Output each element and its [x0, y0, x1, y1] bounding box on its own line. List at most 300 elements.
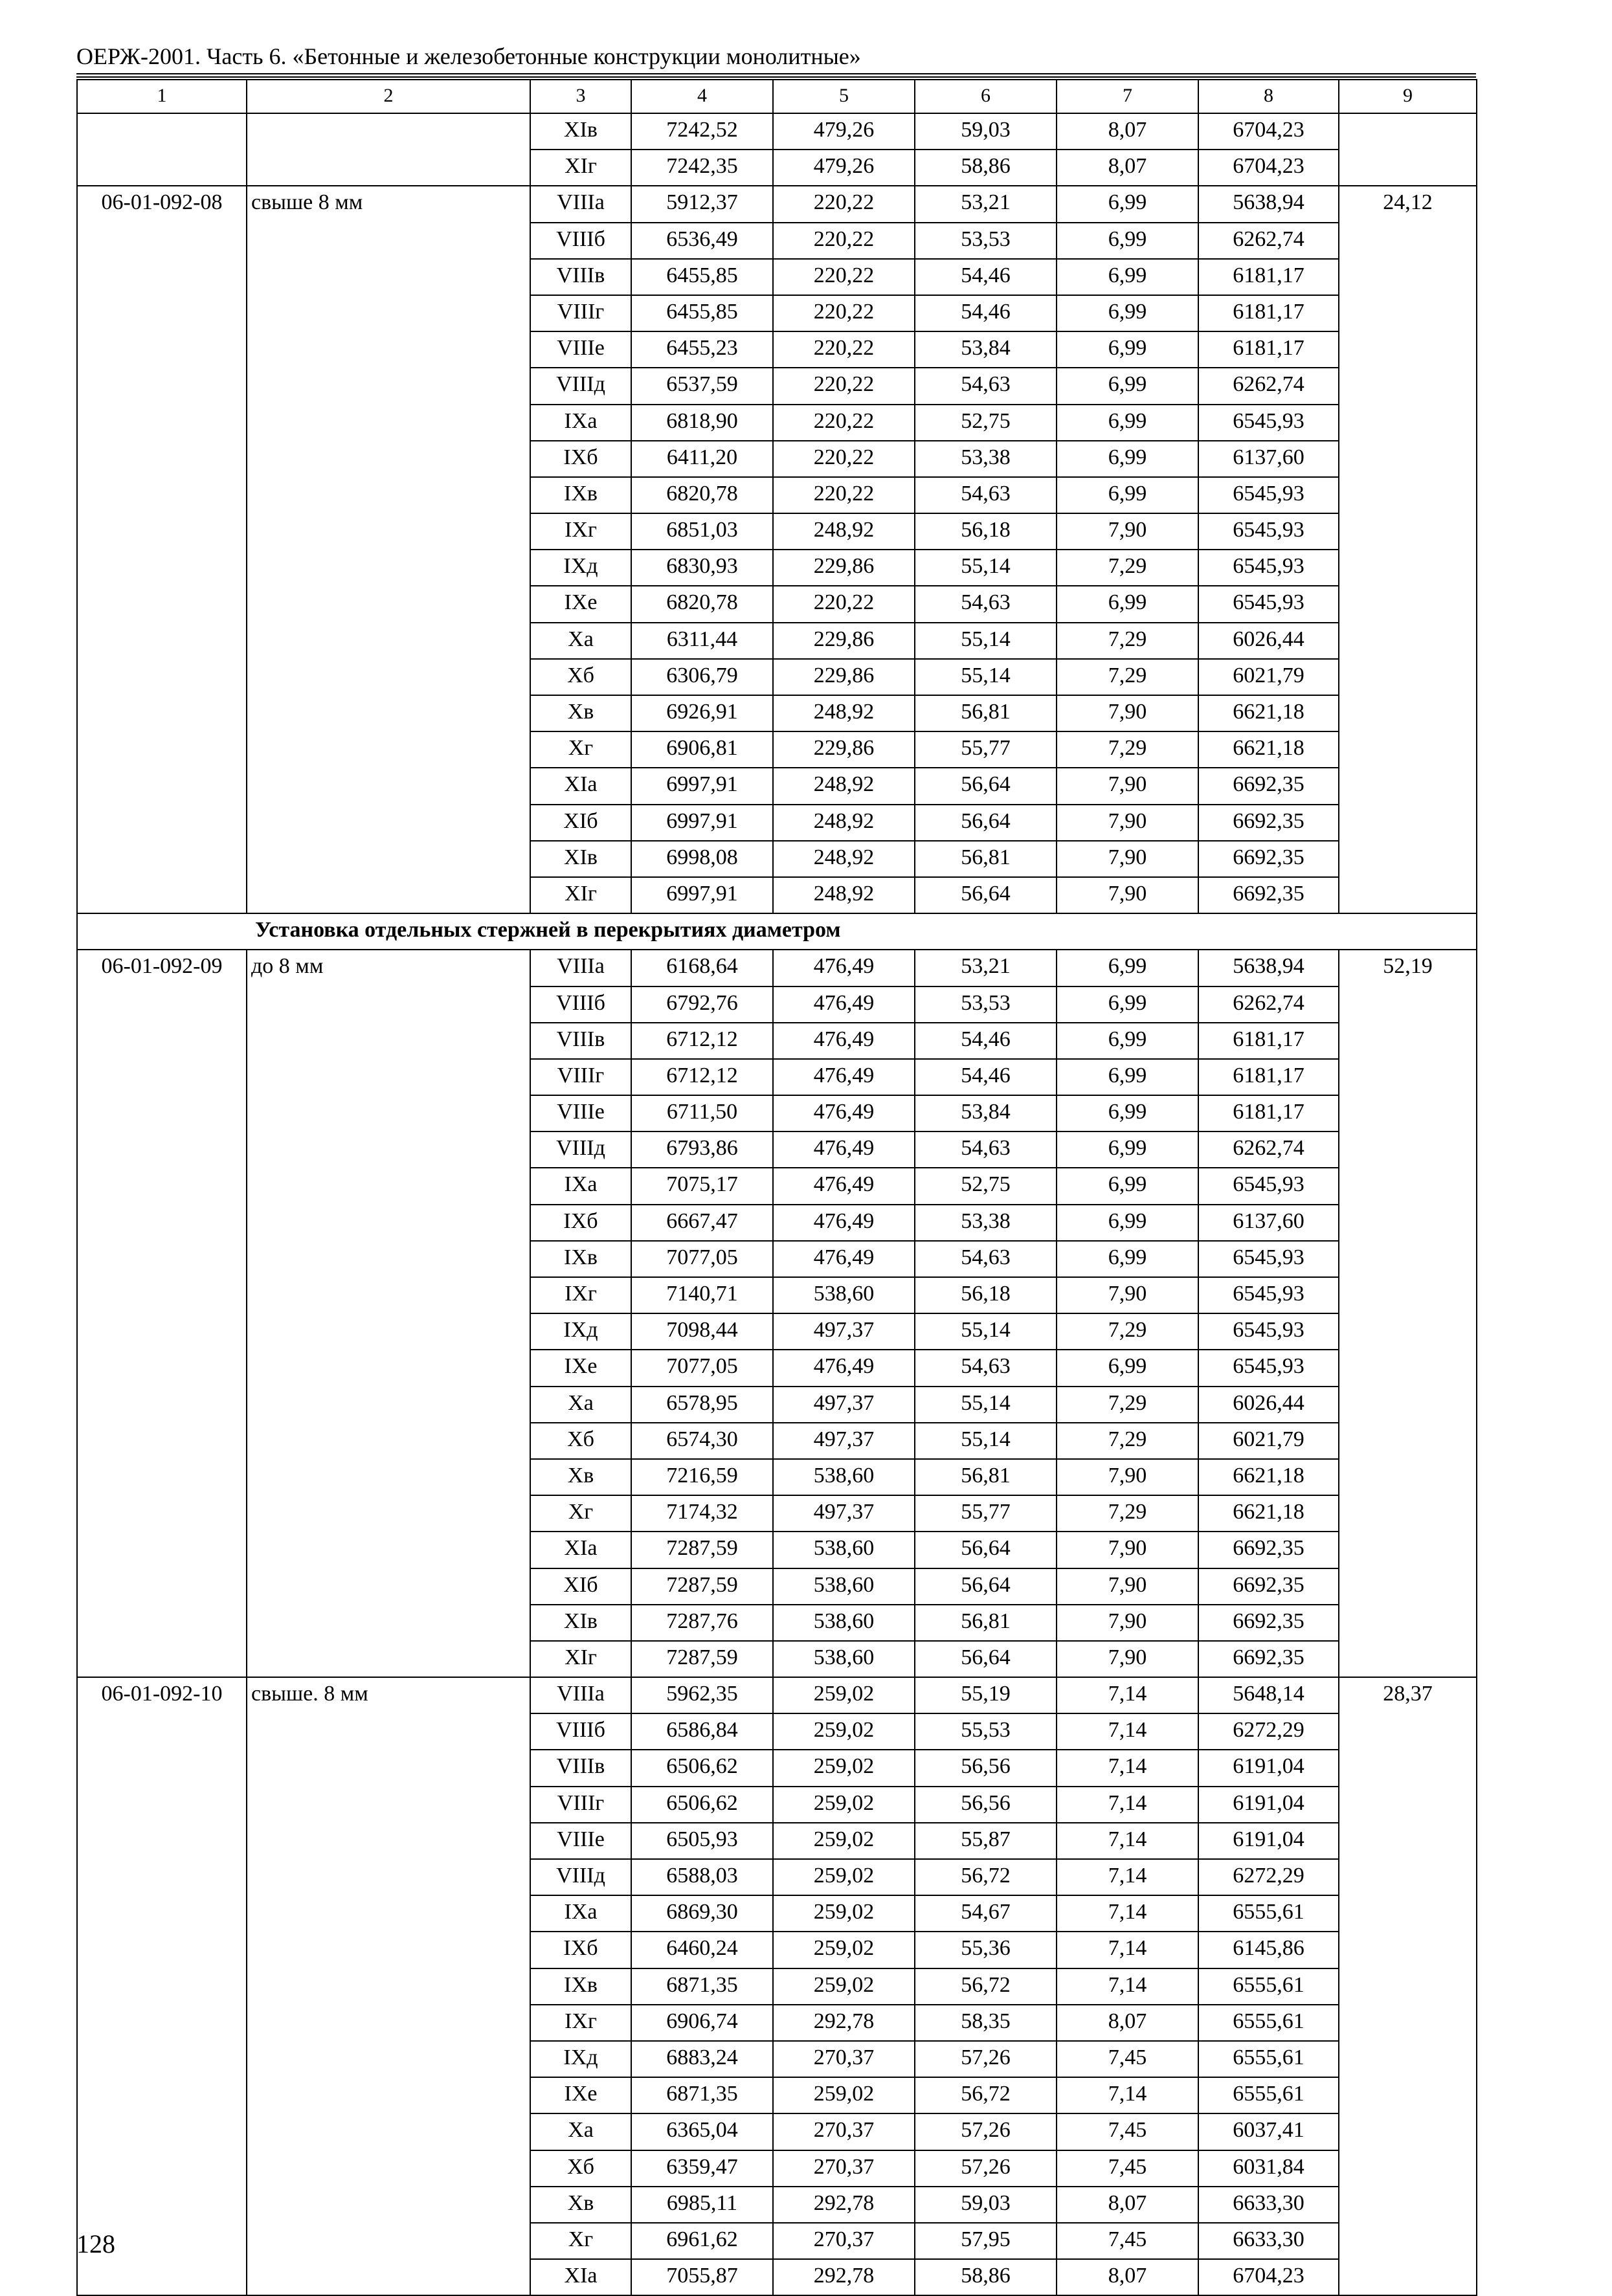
- resource-zone-cell: VIIIв: [530, 1023, 631, 1059]
- labor-hours-cell: [1339, 368, 1477, 404]
- labor-hours-cell: [1339, 986, 1477, 1023]
- machine-cost-cell: 52,75: [915, 1168, 1057, 1204]
- table-row: [77, 841, 1477, 877]
- labor-wage-cell: 497,37: [773, 1495, 915, 1532]
- total-cost-cell: 6792,76: [631, 986, 773, 1023]
- labor-wage-cell: 476,49: [773, 950, 915, 986]
- description-cell: [247, 1568, 530, 1605]
- table-row: [77, 150, 1477, 186]
- machine-cost-cell: 54,46: [915, 1059, 1057, 1095]
- resource-zone-cell: Xб: [530, 2150, 631, 2187]
- total-cost-cell: 6306,79: [631, 659, 773, 695]
- column-number: 4: [631, 80, 773, 113]
- materials-cost-cell: 6621,18: [1198, 1495, 1339, 1532]
- machine-cost-cell: 54,46: [915, 1023, 1057, 1059]
- table-row: [77, 2187, 1477, 2223]
- operator-wage-cell: 7,14: [1057, 1677, 1198, 1713]
- description-cell: [247, 513, 530, 550]
- total-cost-cell: 6365,04: [631, 2113, 773, 2150]
- column-number: 9: [1339, 80, 1477, 113]
- labor-hours-cell: [1339, 1313, 1477, 1350]
- labor-wage-cell: 270,37: [773, 2223, 915, 2259]
- table-row: [77, 1023, 1477, 1059]
- resource-zone-cell: Xг: [530, 2223, 631, 2259]
- operator-wage-cell: 7,90: [1057, 1532, 1198, 1568]
- resource-zone-cell: IXб: [530, 1932, 631, 1968]
- labor-wage-cell: 259,02: [773, 1713, 915, 1750]
- machine-cost-cell: 53,84: [915, 331, 1057, 368]
- rate-code-cell: [77, 1532, 247, 1568]
- total-cost-cell: 6168,64: [631, 950, 773, 986]
- resource-zone-cell: IXа: [530, 405, 631, 441]
- labor-hours-cell: 28,37: [1339, 1677, 1477, 1713]
- materials-cost-cell: 6621,18: [1198, 695, 1339, 731]
- table-row: [77, 1787, 1477, 1823]
- total-cost-cell: 7216,59: [631, 1459, 773, 1495]
- machine-cost-cell: 56,56: [915, 1787, 1057, 1823]
- machine-cost-cell: 54,63: [915, 1131, 1057, 1168]
- table-row: [77, 1459, 1477, 1495]
- labor-wage-cell: 220,22: [773, 295, 915, 331]
- labor-wage-cell: 220,22: [773, 586, 915, 622]
- materials-cost-cell: 6262,74: [1198, 986, 1339, 1023]
- table-row: [77, 2005, 1477, 2041]
- resource-zone-cell: IXг: [530, 2005, 631, 2041]
- labor-wage-cell: 259,02: [773, 1968, 915, 2005]
- resource-zone-cell: XIв: [530, 113, 631, 150]
- description-cell: [247, 223, 530, 259]
- materials-cost-cell: 6137,60: [1198, 1205, 1339, 1241]
- labor-wage-cell: 259,02: [773, 1859, 915, 1895]
- materials-cost-cell: 6021,79: [1198, 659, 1339, 695]
- rate-code-cell: [77, 1568, 247, 1605]
- materials-cost-cell: 6692,35: [1198, 841, 1339, 877]
- operator-wage-cell: 7,90: [1057, 513, 1198, 550]
- description-cell: [247, 150, 530, 186]
- total-cost-cell: 5962,35: [631, 1677, 773, 1713]
- operator-wage-cell: 6,99: [1057, 1168, 1198, 1204]
- resource-zone-cell: XIг: [530, 877, 631, 913]
- operator-wage-cell: 7,45: [1057, 2041, 1198, 2077]
- operator-wage-cell: 6,99: [1057, 1350, 1198, 1386]
- column-number-row: [77, 80, 1477, 113]
- resource-zone-cell: VIIIб: [530, 223, 631, 259]
- total-cost-cell: 5912,37: [631, 186, 773, 222]
- operator-wage-cell: 7,14: [1057, 1932, 1198, 1968]
- labor-hours-cell: [1339, 1568, 1477, 1605]
- labor-hours-cell: [1339, 1095, 1477, 1131]
- machine-cost-cell: 55,14: [915, 550, 1057, 586]
- column-number: 1: [77, 80, 247, 113]
- labor-wage-cell: 248,92: [773, 841, 915, 877]
- table-row: [77, 1859, 1477, 1895]
- machine-cost-cell: 57,26: [915, 2113, 1057, 2150]
- materials-cost-cell: 6545,93: [1198, 513, 1339, 550]
- description-cell: [247, 805, 530, 841]
- machine-cost-cell: 53,53: [915, 986, 1057, 1023]
- table-row: [77, 1532, 1477, 1568]
- total-cost-cell: 6906,74: [631, 2005, 773, 2041]
- labor-wage-cell: 220,22: [773, 223, 915, 259]
- operator-wage-cell: 6,99: [1057, 295, 1198, 331]
- materials-cost-cell: 6555,61: [1198, 1968, 1339, 2005]
- labor-hours-cell: [1339, 768, 1477, 804]
- machine-cost-cell: 56,64: [915, 1641, 1057, 1677]
- table-row: [77, 1895, 1477, 1932]
- description-cell: [247, 1095, 530, 1131]
- machine-cost-cell: 57,26: [915, 2041, 1057, 2077]
- operator-wage-cell: 6,99: [1057, 186, 1198, 222]
- materials-cost-cell: 6692,35: [1198, 1532, 1339, 1568]
- materials-cost-cell: 6633,30: [1198, 2223, 1339, 2259]
- labor-wage-cell: 229,86: [773, 731, 915, 768]
- operator-wage-cell: 7,29: [1057, 1387, 1198, 1423]
- labor-hours-cell: [1339, 1350, 1477, 1386]
- table-row: [77, 586, 1477, 622]
- labor-wage-cell: 292,78: [773, 2187, 915, 2223]
- machine-cost-cell: 56,81: [915, 1459, 1057, 1495]
- rate-code-cell: [77, 441, 247, 477]
- total-cost-cell: 7140,71: [631, 1277, 773, 1313]
- table-row: [77, 1423, 1477, 1459]
- total-cost-cell: 6712,12: [631, 1059, 773, 1095]
- resource-zone-cell: VIIIе: [530, 331, 631, 368]
- rate-code-cell: [77, 623, 247, 659]
- operator-wage-cell: 6,99: [1057, 1023, 1198, 1059]
- description-cell: [247, 477, 530, 513]
- table-row: [77, 1677, 1477, 1713]
- operator-wage-cell: 7,90: [1057, 1605, 1198, 1641]
- total-cost-cell: 6818,90: [631, 405, 773, 441]
- rate-code-cell: [77, 1168, 247, 1204]
- labor-wage-cell: 259,02: [773, 1787, 915, 1823]
- operator-wage-cell: 6,99: [1057, 1095, 1198, 1131]
- operator-wage-cell: 7,29: [1057, 623, 1198, 659]
- total-cost-cell: 7055,87: [631, 2259, 773, 2295]
- rate-code-cell: [77, 1895, 247, 1932]
- labor-wage-cell: 259,02: [773, 1895, 915, 1932]
- table-row: [77, 2259, 1477, 2295]
- machine-cost-cell: 54,63: [915, 586, 1057, 622]
- table-row: [77, 877, 1477, 913]
- table-row: [77, 1131, 1477, 1168]
- total-cost-cell: 6997,91: [631, 805, 773, 841]
- materials-cost-cell: 6545,93: [1198, 1241, 1339, 1277]
- total-cost-cell: 7242,35: [631, 150, 773, 186]
- resource-zone-cell: XIб: [530, 1568, 631, 1605]
- labor-wage-cell: 259,02: [773, 1823, 915, 1859]
- description-cell: [247, 1459, 530, 1495]
- labor-hours-cell: [1339, 2223, 1477, 2259]
- machine-cost-cell: 56,72: [915, 2077, 1057, 2113]
- materials-cost-cell: 6545,93: [1198, 586, 1339, 622]
- resource-zone-cell: Xа: [530, 1387, 631, 1423]
- labor-hours-cell: [1339, 2150, 1477, 2187]
- table-row: [77, 477, 1477, 513]
- labor-wage-cell: 538,60: [773, 1277, 915, 1313]
- table-row: [77, 1641, 1477, 1677]
- materials-cost-cell: 6545,93: [1198, 477, 1339, 513]
- materials-cost-cell: 6621,18: [1198, 731, 1339, 768]
- table-row: [77, 113, 1477, 150]
- machine-cost-cell: 54,63: [915, 368, 1057, 404]
- labor-wage-cell: 476,49: [773, 1059, 915, 1095]
- resource-zone-cell: XIа: [530, 768, 631, 804]
- operator-wage-cell: 7,29: [1057, 1313, 1198, 1350]
- resource-zone-cell: XIб: [530, 805, 631, 841]
- description-cell: [247, 841, 530, 877]
- labor-hours-cell: [1339, 513, 1477, 550]
- materials-cost-cell: 6191,04: [1198, 1787, 1339, 1823]
- labor-wage-cell: 476,49: [773, 1168, 915, 1204]
- labor-wage-cell: 292,78: [773, 2005, 915, 2041]
- resource-zone-cell: IXе: [530, 1350, 631, 1386]
- resource-zone-cell: VIIIг: [530, 1059, 631, 1095]
- operator-wage-cell: 6,99: [1057, 259, 1198, 295]
- description-cell: [247, 2113, 530, 2150]
- materials-cost-cell: 6191,04: [1198, 1823, 1339, 1859]
- description-cell: [247, 1131, 530, 1168]
- rate-code-cell: [77, 1859, 247, 1895]
- resource-zone-cell: Xв: [530, 1459, 631, 1495]
- labor-hours-cell: [1339, 731, 1477, 768]
- table-row: [77, 1168, 1477, 1204]
- labor-hours-cell: [1339, 2041, 1477, 2077]
- total-cost-cell: 6985,11: [631, 2187, 773, 2223]
- labor-hours-cell: [1339, 1023, 1477, 1059]
- resource-zone-cell: XIа: [530, 1532, 631, 1568]
- resource-zone-cell: VIIIе: [530, 1823, 631, 1859]
- labor-hours-cell: [1339, 331, 1477, 368]
- materials-cost-cell: 6704,23: [1198, 150, 1339, 186]
- machine-cost-cell: 56,81: [915, 841, 1057, 877]
- materials-cost-cell: 6272,29: [1198, 1859, 1339, 1895]
- section-heading: Установка отдельных стержней в перекрытиях диаметром: [77, 913, 1477, 950]
- description-cell: [247, 1059, 530, 1095]
- description-cell: [247, 1823, 530, 1859]
- rate-code-cell: [77, 223, 247, 259]
- operator-wage-cell: 6,99: [1057, 986, 1198, 1023]
- total-cost-cell: 6505,93: [631, 1823, 773, 1859]
- materials-cost-cell: 6181,17: [1198, 1095, 1339, 1131]
- labor-wage-cell: 259,02: [773, 1677, 915, 1713]
- labor-hours-cell: [1339, 2187, 1477, 2223]
- materials-cost-cell: 6692,35: [1198, 1568, 1339, 1605]
- rate-code-cell: [77, 259, 247, 295]
- description-cell: [247, 1895, 530, 1932]
- materials-cost-cell: 6021,79: [1198, 1423, 1339, 1459]
- labor-hours-cell: [1339, 259, 1477, 295]
- labor-hours-cell: [1339, 1968, 1477, 2005]
- machine-cost-cell: 53,21: [915, 186, 1057, 222]
- table-row: [77, 731, 1477, 768]
- description-cell: [247, 1350, 530, 1386]
- resource-zone-cell: Xа: [530, 2113, 631, 2150]
- total-cost-cell: 6506,62: [631, 1750, 773, 1786]
- rate-code-cell: [77, 1641, 247, 1677]
- labor-wage-cell: 476,49: [773, 1205, 915, 1241]
- materials-cost-cell: 6026,44: [1198, 623, 1339, 659]
- description-cell: свыше 8 мм: [247, 186, 530, 222]
- machine-cost-cell: 58,86: [915, 2259, 1057, 2295]
- labor-wage-cell: 248,92: [773, 805, 915, 841]
- total-cost-cell: 6667,47: [631, 1205, 773, 1241]
- table-row: [77, 550, 1477, 586]
- operator-wage-cell: 7,14: [1057, 1750, 1198, 1786]
- machine-cost-cell: 53,53: [915, 223, 1057, 259]
- rate-code-cell: [77, 1423, 247, 1459]
- description-cell: [247, 2005, 530, 2041]
- materials-cost-cell: 6545,93: [1198, 1313, 1339, 1350]
- table-row: [77, 1495, 1477, 1532]
- labor-hours-cell: [1339, 1750, 1477, 1786]
- machine-cost-cell: 54,67: [915, 1895, 1057, 1932]
- machine-cost-cell: 55,14: [915, 623, 1057, 659]
- labor-wage-cell: 259,02: [773, 1932, 915, 1968]
- operator-wage-cell: 7,45: [1057, 2223, 1198, 2259]
- materials-cost-cell: 6181,17: [1198, 331, 1339, 368]
- labor-wage-cell: 270,37: [773, 2113, 915, 2150]
- labor-wage-cell: 270,37: [773, 2150, 915, 2187]
- resource-zone-cell: VIIIд: [530, 1131, 631, 1168]
- materials-cost-cell: 6262,74: [1198, 368, 1339, 404]
- resource-zone-cell: VIIIб: [530, 986, 631, 1023]
- machine-cost-cell: 53,84: [915, 1095, 1057, 1131]
- machine-cost-cell: 55,36: [915, 1932, 1057, 1968]
- labor-hours-cell: [1339, 1168, 1477, 1204]
- description-cell: [247, 731, 530, 768]
- table-row: [77, 2150, 1477, 2187]
- machine-cost-cell: 56,64: [915, 805, 1057, 841]
- machine-cost-cell: 55,14: [915, 1423, 1057, 1459]
- labor-hours-cell: [1339, 113, 1477, 150]
- table-row: [77, 2077, 1477, 2113]
- rate-code-cell: [77, 1495, 247, 1532]
- rate-code-cell: [77, 150, 247, 186]
- description-cell: [247, 1713, 530, 1750]
- materials-cost-cell: 5638,94: [1198, 186, 1339, 222]
- materials-cost-cell: 6545,93: [1198, 1350, 1339, 1386]
- labor-hours-cell: [1339, 1532, 1477, 1568]
- labor-wage-cell: 229,86: [773, 623, 915, 659]
- page-header-title: ОЕРЖ-2001. Часть 6. «Бетонные и железобетонные конструкции монолитные»: [76, 43, 861, 69]
- total-cost-cell: 6411,20: [631, 441, 773, 477]
- labor-hours-cell: [1339, 1059, 1477, 1095]
- description-cell: [247, 1277, 530, 1313]
- labor-hours-cell: [1339, 1787, 1477, 1823]
- materials-cost-cell: 6692,35: [1198, 768, 1339, 804]
- total-cost-cell: 6506,62: [631, 1787, 773, 1823]
- resource-zone-cell: IXб: [530, 441, 631, 477]
- rate-code-cell: [77, 1023, 247, 1059]
- total-cost-cell: 6871,35: [631, 1968, 773, 2005]
- labor-wage-cell: 229,86: [773, 550, 915, 586]
- total-cost-cell: 6311,44: [631, 623, 773, 659]
- table-row: [77, 1568, 1477, 1605]
- rate-code-cell: [77, 1350, 247, 1386]
- operator-wage-cell: 7,14: [1057, 1787, 1198, 1823]
- materials-cost-cell: 6137,60: [1198, 441, 1339, 477]
- description-cell: [247, 295, 530, 331]
- labor-wage-cell: 220,22: [773, 368, 915, 404]
- resource-zone-cell: VIIIв: [530, 1750, 631, 1786]
- total-cost-cell: 7077,05: [631, 1350, 773, 1386]
- labor-hours-cell: [1339, 695, 1477, 731]
- labor-hours-cell: [1339, 2005, 1477, 2041]
- table-row: [77, 186, 1477, 222]
- total-cost-cell: 6961,62: [631, 2223, 773, 2259]
- resource-zone-cell: VIIIа: [530, 1677, 631, 1713]
- table-row: [77, 1713, 1477, 1750]
- table-row: [77, 1205, 1477, 1241]
- labor-hours-cell: [1339, 2259, 1477, 2295]
- operator-wage-cell: 7,14: [1057, 2077, 1198, 2113]
- materials-cost-cell: 6545,93: [1198, 405, 1339, 441]
- labor-wage-cell: 220,22: [773, 186, 915, 222]
- rate-code-cell: [77, 1968, 247, 2005]
- rate-code-cell: [77, 986, 247, 1023]
- total-cost-cell: 6793,86: [631, 1131, 773, 1168]
- total-cost-cell: 7287,59: [631, 1641, 773, 1677]
- materials-cost-cell: 6692,35: [1198, 1641, 1339, 1677]
- operator-wage-cell: 8,07: [1057, 2187, 1198, 2223]
- total-cost-cell: 6455,85: [631, 259, 773, 295]
- labor-wage-cell: 292,78: [773, 2259, 915, 2295]
- rates-table-body: [77, 80, 1477, 2295]
- labor-hours-cell: 24,12: [1339, 186, 1477, 222]
- operator-wage-cell: 7,14: [1057, 1823, 1198, 1859]
- operator-wage-cell: 7,45: [1057, 2113, 1198, 2150]
- labor-hours-cell: [1339, 1423, 1477, 1459]
- resource-zone-cell: IXв: [530, 1241, 631, 1277]
- rate-code-cell: [77, 1605, 247, 1641]
- description-cell: свыше. 8 мм: [247, 1677, 530, 1713]
- resource-zone-cell: XIг: [530, 1641, 631, 1677]
- machine-cost-cell: 56,72: [915, 1859, 1057, 1895]
- resource-zone-cell: IXд: [530, 550, 631, 586]
- table-row: [77, 2041, 1477, 2077]
- labor-hours-cell: [1339, 1641, 1477, 1677]
- table-row: [77, 368, 1477, 404]
- rate-code-cell: [77, 2113, 247, 2150]
- machine-cost-cell: 54,63: [915, 477, 1057, 513]
- total-cost-cell: 6537,59: [631, 368, 773, 404]
- labor-wage-cell: 259,02: [773, 2077, 915, 2113]
- machine-cost-cell: 55,14: [915, 1387, 1057, 1423]
- total-cost-cell: 6711,50: [631, 1095, 773, 1131]
- labor-hours-cell: [1339, 1131, 1477, 1168]
- header-rule-bottom: [76, 76, 1476, 78]
- description-cell: [247, 1423, 530, 1459]
- resource-zone-cell: Xг: [530, 1495, 631, 1532]
- resource-zone-cell: Xв: [530, 2187, 631, 2223]
- labor-wage-cell: 270,37: [773, 2041, 915, 2077]
- machine-cost-cell: 55,14: [915, 659, 1057, 695]
- machine-cost-cell: 56,18: [915, 513, 1057, 550]
- operator-wage-cell: 6,99: [1057, 223, 1198, 259]
- materials-cost-cell: 6026,44: [1198, 1387, 1339, 1423]
- total-cost-cell: 7287,76: [631, 1605, 773, 1641]
- rate-code-cell: [77, 2077, 247, 2113]
- total-cost-cell: 7242,52: [631, 113, 773, 150]
- machine-cost-cell: 54,63: [915, 1350, 1057, 1386]
- labor-hours-cell: [1339, 1713, 1477, 1750]
- total-cost-cell: 7098,44: [631, 1313, 773, 1350]
- resource-zone-cell: IXа: [530, 1168, 631, 1204]
- machine-cost-cell: 54,46: [915, 295, 1057, 331]
- rate-code-cell: [77, 586, 247, 622]
- labor-wage-cell: 476,49: [773, 1023, 915, 1059]
